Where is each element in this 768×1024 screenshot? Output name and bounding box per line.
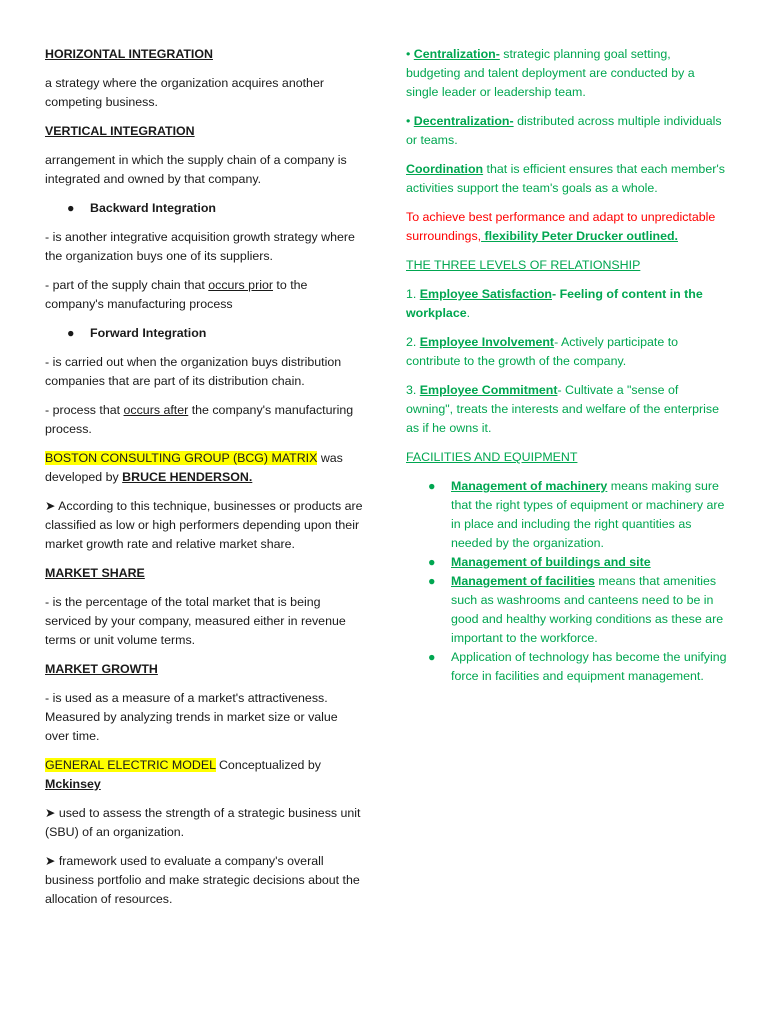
forward-integration-note: - process that occurs after the company's manufacturing process. [45,403,354,436]
term-centralization: Centralization- [413,47,500,61]
highlight-bcg-matrix: BOSTON CONSULTING GROUP (BCG) MATRIX [45,451,318,465]
underlined-occurs-after: occurs after [123,403,189,417]
list-item [406,553,728,572]
term-management-buildings: Management of buildings and site [451,555,651,569]
term-flexibility-drucker: flexibility Peter Drucker outlined. [481,229,679,243]
term-decentralization: Decentralization- [413,114,514,128]
term-employee-commitment: Employee Commitment [419,383,558,397]
right-column [406,45,728,686]
ge-model-point-2: ➤ framework used to evaluate a company's overall business portfolio and make strategic decisions about the allocation of resources. [45,854,360,906]
bullet-label: Forward Integration [90,326,207,340]
bcg-technique-description: ➤ According to this technique, businesses or products are classified as low or high performers depending upon their market growth rate and relative market share. [45,499,363,551]
term-coordination: Coordination [406,162,484,176]
decentralization-paragraph: • Decentralization- distributed across multiple individuals or teams. [406,114,722,147]
horizontal-integration-definition: a strategy where the organization acquires another competing business. [45,76,324,109]
heading-facilities-equipment: FACILITIES AND EQUIPMENT [406,450,578,464]
heading-market-growth: MARKET GROWTH [45,662,158,676]
centralization-paragraph: • Centralization- strategic planning goal setting, budgeting and talent deployment are conducted by a single leader or leadership team. [406,47,695,99]
underlined-occurs-prior: occurs prior [208,278,273,292]
heading-vertical-integration: VERTICAL INTEGRATION [45,124,195,138]
bullet-icon: ● [67,201,75,215]
backward-integration-definition: - is another integrative acquisition growth strategy where the organization buys one of its suppliers. [45,230,355,263]
term-employee-satisfaction: Employee Satisfaction [419,287,552,301]
bruce-henderson-name: BRUCE HENDERSON. [122,470,253,484]
ge-model-point-1: ➤ used to assess the strength of a strategic business unit (SBU) of an organization. [45,806,361,839]
backward-integration-note: - part of the supply chain that occurs prior to the company's manufacturing process [45,278,308,311]
term-management-facilities: Management of facilities [451,574,595,588]
bullet-label: Backward Integration [90,201,216,215]
heading-market-share: MARKET SHARE [45,566,145,580]
mckinsey-name: Mckinsey [45,777,101,791]
bullet-icon: ● [428,479,436,493]
heading-three-levels: THE THREE LEVELS OF RELATIONSHIP [406,258,641,272]
bullet-icon: ● [428,650,436,664]
bullet-icon: ● [428,555,436,569]
market-growth-definition: - is used as a measure of a market's attractiveness. Measured by analyzing trends in market size or value over time. [45,691,338,743]
level-employee-involvement: 2. Employee Involvement- Actively participate to contribute to the growth of the company. [406,335,679,368]
facilities-list [406,477,728,686]
bullet-forward-integration [45,324,365,343]
flexibility-paragraph: To achieve best performance and adapt to unpredictable surroundings, flexibility Peter Drucker outlined. [406,210,716,243]
level-employee-commitment: 3. Employee Commitment- Cultivate a "sense of owning", treats the interests and welfare of the enterprise as if he owns it. [406,383,719,435]
left-column [45,45,365,919]
vertical-integration-definition: arrangement in which the supply chain of a company is integrated and owned by that company. [45,153,347,186]
list-item: ● Management of facilities means that amenities such as washrooms and canteens need to be in good and healthy working conditions as these are important to the workforce. [428,574,724,645]
bullet-icon: ● [428,574,436,588]
market-share-definition: - is the percentage of the total market that is being serviced by your company, measured either in revenue terms or unit volume terms. [45,595,346,647]
highlight-ge-model: GENERAL ELECTRIC MODEL [45,758,216,772]
list-item: ● Management of machinery means making sure that the right types of equipment or machinery are in place and including the right quantities as needed by the organization. [428,479,725,550]
term-employee-involvement: Employee Involvement [419,335,555,349]
heading-horizontal-integration: HORIZONTAL INTEGRATION [45,47,213,61]
forward-integration-definition: - is carried out when the organization buys distribution companies that are part of its distribution chain. [45,355,342,388]
list-item: ● Application of technology has become the unifying force in facilities and equipment management. [428,650,727,683]
bullet-backward-integration [45,199,365,218]
bcg-matrix-paragraph: BOSTON CONSULTING GROUP (BCG) MATRIX was developed by BRUCE HENDERSON. [45,451,343,484]
coordination-paragraph: Coordination that is efficient ensures that each member's activities support the team's goals as a whole. [406,162,725,195]
bullet-icon: ● [67,326,75,340]
term-management-machinery: Management of machinery [451,479,608,493]
level-employee-satisfaction: 1. Employee Satisfaction- Feeling of content in the workplace. [406,287,703,320]
ge-model-paragraph: GENERAL ELECTRIC MODEL Conceptualized by Mckinsey [45,758,321,791]
